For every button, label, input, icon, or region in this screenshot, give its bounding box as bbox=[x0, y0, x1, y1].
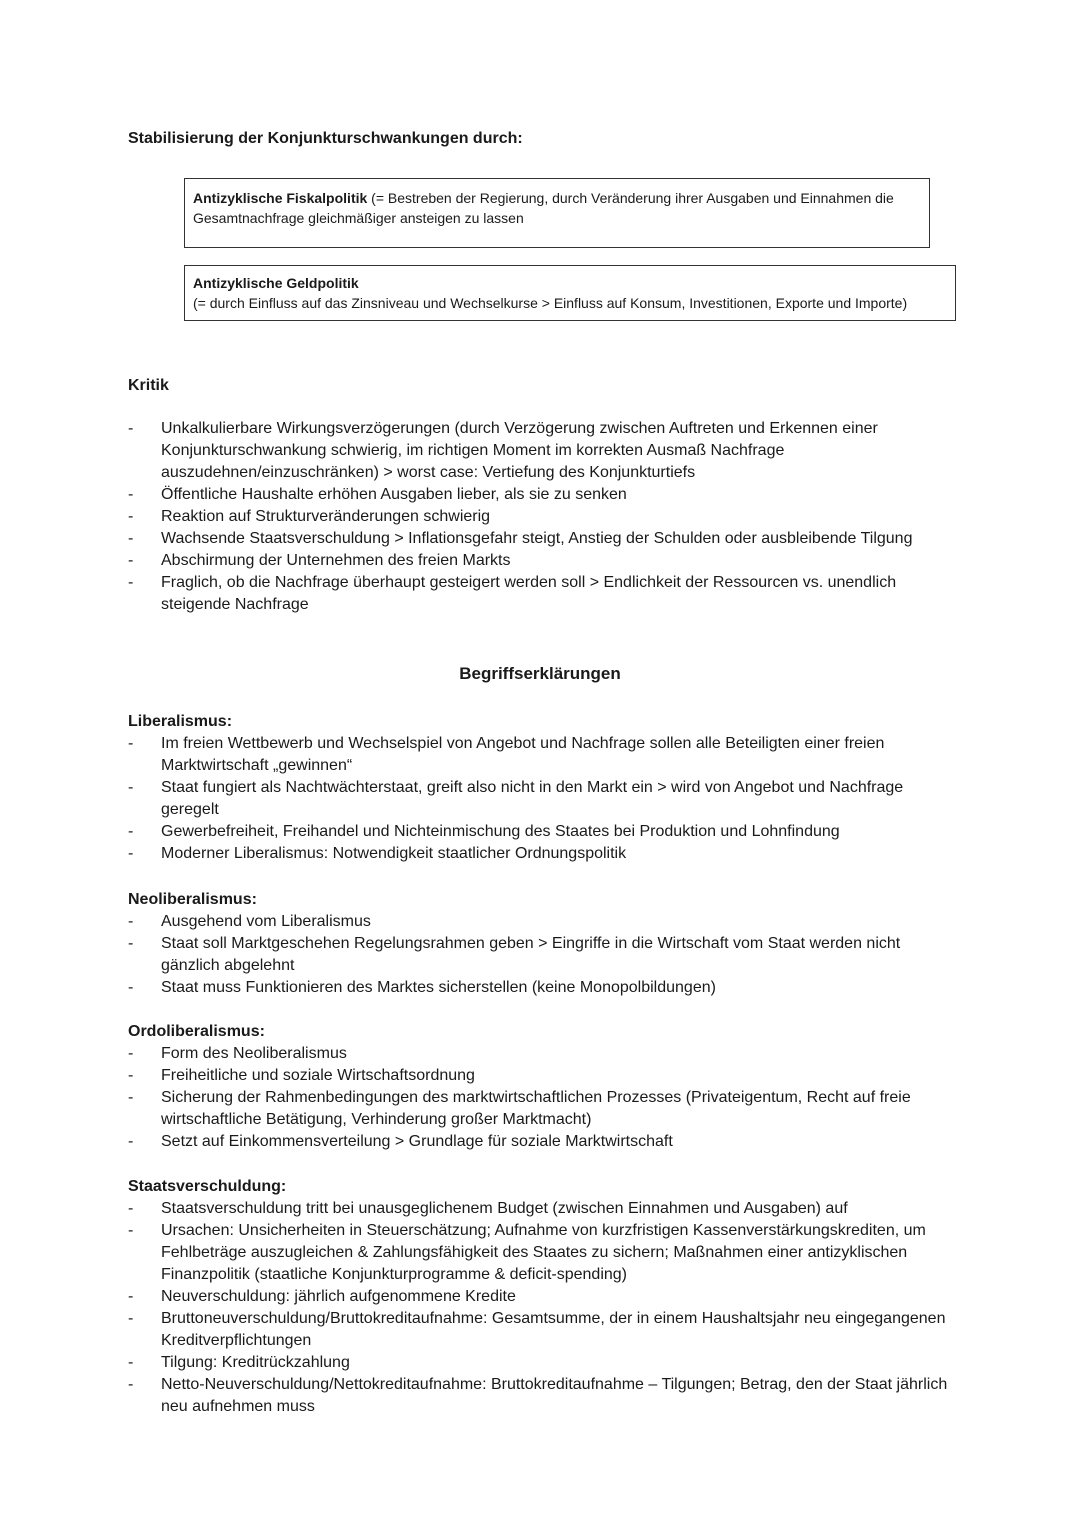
list-item: - Sicherung der Rahmenbedingungen des marktwirtschaftlichen Prozesses (Privateigentum, Recht auf freie wirtschaftliche Betätigung, Verhinderung großer Marktmacht) bbox=[128, 1089, 911, 1128]
liberalismus-title: Liberalismus: bbox=[128, 713, 233, 730]
ordoliberalismus-title: Ordoliberalismus: bbox=[128, 1023, 265, 1040]
staatsverschuldung-title: Staatsverschuldung: bbox=[128, 1178, 287, 1195]
fiskalpolitik-title: Antizyklische Fiskalpolitik bbox=[193, 190, 368, 206]
list-item: - Reaktion auf Strukturveränderungen schwierig bbox=[128, 508, 491, 525]
list-item: - Moderner Liberalismus: Notwendigkeit staatlicher Ordnungspolitik bbox=[128, 845, 627, 862]
staatsverschuldung-list bbox=[128, 1198, 958, 1418]
liberalismus-section bbox=[128, 711, 958, 865]
neoliberalismus-title: Neoliberalismus: bbox=[128, 891, 257, 908]
kritik-list bbox=[128, 418, 958, 616]
list-item: - Im freien Wettbewerb und Wechselspiel von Angebot und Nachfrage sollen alle Beteiligten einer freien Marktwirtschaft „gewinnen“ bbox=[128, 735, 885, 774]
fiskalpolitik-box bbox=[184, 178, 930, 248]
list-item: - Staat soll Marktgeschehen Regelungsrahmen geben > Eingriffe in die Wirtschaft vom Staat werden nicht gänzlich abgelehnt bbox=[128, 935, 901, 974]
list-item: - Staat muss Funktionieren des Marktes sicherstellen (keine Monopolbildungen) bbox=[128, 979, 716, 996]
geldpolitik-box bbox=[184, 265, 956, 321]
geldpolitik-title: Antizyklische Geldpolitik bbox=[193, 275, 359, 291]
list-item: - Unkalkulierbare Wirkungsverzögerungen (durch Verzögerung zwischen Auftreten und Erkennen einer Konjunkturschwankung schwierig, im richtigen Moment im korrekten Ausmaß Nachfrage auszudehnen/einzuschränken) > worst case: Vertiefung des Konjunkturtiefs bbox=[128, 420, 878, 481]
list-item: - Neuverschuldung: jährlich aufgenommene Kredite bbox=[128, 1288, 516, 1305]
geldpolitik-text: (= durch Einfluss auf das Zinsniveau und Wechselkurse > Einfluss auf Konsum, Investitionen, Exporte und Importe) bbox=[193, 295, 908, 311]
list-item: - Fraglich, ob die Nachfrage überhaupt gesteigert werden soll > Endlichkeit der Ressourcen vs. unendlich steigende Nachfrage bbox=[128, 574, 897, 613]
list-item: - Ursachen: Unsicherheiten in Steuerschätzung; Aufnahme von kurzfristigen Kassenverstärkungskrediten, um Fehlbeträge auszugleichen & Zahlungsfähigkeit des Staates zu sichern; Maßnahmen einer antizyklischen Finanzpolitik (staatliche Konjunkturprogramme & deficit-spending) bbox=[128, 1222, 926, 1283]
begriffe-title: Begriffserklärungen bbox=[459, 664, 621, 683]
stabilisierung-heading: Stabilisierung der Konjunkturschwankungen durch: bbox=[128, 130, 523, 147]
liberalismus-list bbox=[128, 733, 958, 865]
list-item: - Setzt auf Einkommensverteilung > Grundlage für soziale Marktwirtschaft bbox=[128, 1133, 673, 1150]
neoliberalismus-list bbox=[128, 911, 958, 999]
list-item: - Staat fungiert als Nachtwächterstaat, greift also nicht in den Markt ein > wird von Angebot und Nachfrage geregelt bbox=[128, 779, 904, 818]
list-item: - Freiheitliche und soziale Wirtschaftsordnung bbox=[128, 1067, 475, 1084]
ordoliberalismus-section bbox=[128, 1021, 958, 1153]
list-item: - Gewerbefreiheit, Freihandel und Nichteinmischung des Staates bei Produktion und Lohnfindung bbox=[128, 823, 840, 840]
staatsverschuldung-section bbox=[128, 1176, 958, 1418]
kritik-section bbox=[128, 375, 958, 616]
list-item: - Wachsende Staatsverschuldung > Inflationsgefahr steigt, Anstieg der Schulden oder ausbleibende Tilgung bbox=[128, 530, 913, 547]
fiskalpolitik-text: (= Bestreben der Regierung, durch Veränderung ihrer Ausgaben und Einnahmen die Gesamtnachfrage gleichmäßiger ansteigen zu lassen bbox=[193, 190, 894, 226]
list-item: - Abschirmung der Unternehmen des freien Markts bbox=[128, 552, 511, 569]
list-item: - Staatsverschuldung tritt bei unausgeglichenem Budget (zwischen Einnahmen und Ausgaben) auf bbox=[128, 1200, 848, 1217]
list-item: - Öffentliche Haushalte erhöhen Ausgaben lieber, als sie zu senken bbox=[128, 486, 627, 503]
list-item: - Bruttoneuverschuldung/Bruttokreditaufnahme: Gesamtsumme, der in einem Haushaltsjahr neu eingegangenen Kreditverpflichtungen bbox=[128, 1310, 946, 1349]
list-item: - Form des Neoliberalismus bbox=[128, 1045, 347, 1062]
list-item: - Netto-Neuverschuldung/Nettokreditaufnahme: Bruttokreditaufnahme – Tilgungen; Betrag, den der Staat jährlich neu aufnehmen muss bbox=[128, 1376, 948, 1415]
ordoliberalismus-list bbox=[128, 1043, 958, 1153]
list-item: - Tilgung: Kreditrückzahlung bbox=[128, 1354, 350, 1371]
list-item: - Ausgehend vom Liberalismus bbox=[128, 913, 371, 930]
kritik-title: Kritik bbox=[128, 377, 169, 394]
neoliberalismus-section bbox=[128, 889, 958, 999]
